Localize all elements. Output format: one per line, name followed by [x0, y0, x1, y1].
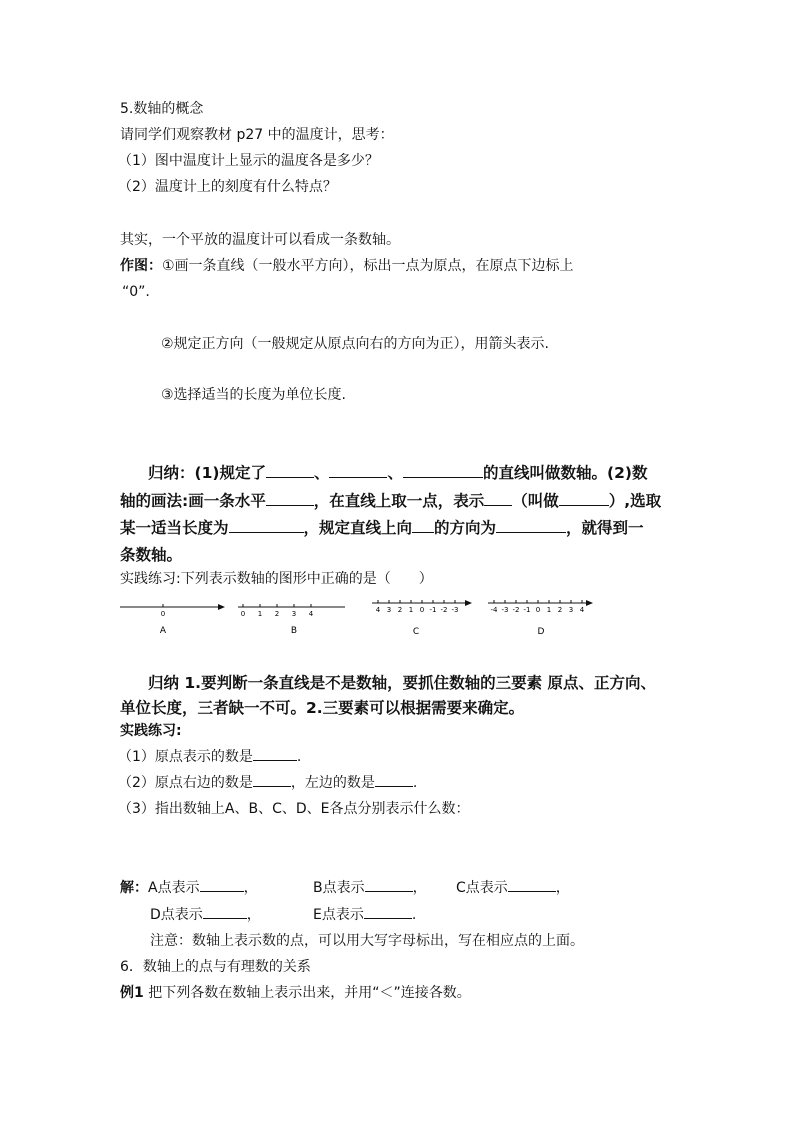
draw-label: 作图： — [120, 258, 162, 274]
question-text: . — [296, 749, 302, 765]
answer-blank[interactable] — [253, 746, 297, 761]
tick-label: 2 — [397, 606, 403, 614]
question-1: （1）图中温度计上显示的温度各是多少？ — [118, 153, 379, 169]
tick-label: 1 — [257, 610, 263, 618]
practice-2-q2 — [118, 772, 417, 794]
question-2: （2）温度计上的刻度有什么特点？ — [118, 179, 337, 195]
answer-text: E点表示 — [313, 907, 364, 923]
option-b — [238, 604, 345, 636]
question-text: （1）原点表示的数是 — [118, 749, 253, 765]
question-text: . — [412, 775, 418, 791]
tick-label: 0 — [419, 606, 425, 614]
answer-text: ， — [555, 880, 570, 896]
tick-label: -4 — [490, 606, 498, 614]
summary-2-line-1: 归纳 1.要判断一条直线是不是数轴，要抓住数轴的三要素 原点、正方向、 — [148, 674, 656, 692]
summary-text: ，就得到一 — [566, 519, 644, 537]
answer-row-2 — [150, 904, 261, 926]
summary-text: 的方向为 — [434, 519, 497, 537]
tick-label: 0 — [160, 610, 166, 618]
answer-blank[interactable] — [364, 904, 412, 919]
section-5-title: 5.数轴的概念 — [120, 101, 204, 117]
tick-label: -1 — [523, 606, 531, 614]
option-label: D — [537, 627, 545, 637]
tick-label: 4 — [579, 606, 585, 614]
tick-label: -1 — [429, 606, 437, 614]
option-d — [488, 600, 593, 637]
summary-text: ，在直线上取一点，表示 — [313, 492, 485, 510]
tick-label: 0 — [240, 610, 246, 618]
option-label: B — [290, 626, 298, 636]
answer-row-1 — [120, 877, 258, 899]
section-6-title: 6．数轴上的点与有理数的关系 — [120, 959, 311, 975]
answer-text: B点表示 — [313, 880, 365, 896]
answer-blank[interactable] — [403, 463, 483, 478]
tick-label: 2 — [274, 610, 280, 618]
tick-label: -3 — [501, 606, 509, 614]
summary-1-line-4: 条数轴。 — [120, 546, 183, 564]
tick-label: 3 — [386, 606, 392, 614]
tick-label: -2 — [512, 606, 520, 614]
practice-2-q3: （3）指出数轴上A、B、C、D、E各点分别表示什么数： — [118, 801, 470, 817]
summary-text: ）,选取 — [608, 492, 662, 510]
tick-label: 4 — [375, 606, 381, 614]
summary-text: 轴的画法:画一条水平 — [120, 492, 266, 510]
intro-text: 其实，一个平放的温度计可以看成一条数轴。 — [120, 232, 400, 248]
summary-1-line-2 — [120, 488, 661, 514]
answer-blank[interactable] — [329, 463, 387, 478]
tick-label: 1 — [546, 606, 552, 614]
option-c — [372, 600, 472, 637]
tick-label: 3 — [291, 610, 297, 618]
tick-label: -2 — [440, 606, 448, 614]
draw-step-1 — [120, 255, 574, 277]
draw-step-2: ②规定正方向（一般规定从原点向右的方向为正），用箭头表示. — [161, 336, 549, 352]
summary-text: 、 — [313, 464, 330, 482]
summary-1-line-1 — [148, 460, 647, 486]
summary-2-line-2: 单位长度，三者缺一不可。2.三要素可以根据需要来确定。 — [120, 699, 525, 717]
answer-blank[interactable] — [375, 772, 413, 787]
answer-text: ， — [412, 880, 427, 896]
summary-text: ，规定直线上向 — [303, 519, 413, 537]
answer-blank[interactable] — [266, 463, 314, 478]
note-text: 注意：数轴上表示数的点，可以用大写字母标出，写在相应点的上面。 — [150, 933, 584, 949]
answer-blank[interactable] — [559, 491, 609, 506]
answer-blank[interactable] — [203, 904, 247, 919]
draw-step-1-text: ①画一条直线（一般水平方向），标出一点为原点，在原点下边标上 — [162, 258, 574, 274]
example-1 — [120, 982, 471, 1004]
answer-text: A点表示 — [148, 880, 200, 896]
summary-text: 的直线叫做数轴。(2)数 — [483, 464, 648, 482]
answer-row-1b — [313, 877, 427, 899]
practice-2-q1 — [118, 746, 301, 768]
summary-text: 归纳：(1)规定了 — [148, 464, 266, 482]
observe-text: 请同学们观察教材 p27 中的温度计，思考： — [120, 127, 394, 143]
answer-label: 解： — [120, 880, 148, 896]
practice-2-title: 实践练习: — [120, 723, 182, 739]
practice-1-question: 实践练习:下列表示数轴的图形中正确的是（ ） — [120, 571, 433, 587]
answer-text: ， — [243, 880, 258, 896]
answer-blank[interactable] — [508, 877, 556, 892]
option-label: C — [412, 627, 420, 637]
example-label: 例1 — [120, 985, 144, 1001]
draw-step-1-cont: “0”. — [122, 284, 150, 300]
tick-label: 2 — [557, 606, 563, 614]
option-label: A — [159, 626, 167, 636]
answer-blank[interactable] — [365, 877, 413, 892]
answer-blank[interactable] — [496, 518, 566, 533]
draw-step-3: ③选择适当的长度为单位长度. — [161, 387, 347, 403]
option-a — [120, 604, 225, 636]
answer-row-2b — [313, 904, 416, 926]
summary-text: 某一适当长度为 — [120, 519, 229, 537]
question-text: （2）原点右边的数是 — [118, 775, 253, 791]
question-text: ，左边的数是 — [290, 775, 375, 791]
tick-label: -3 — [451, 606, 459, 614]
answer-blank[interactable] — [266, 491, 314, 506]
answer-row-1c — [456, 877, 570, 899]
answer-text: . — [411, 907, 417, 923]
answer-blank[interactable] — [484, 491, 512, 506]
answer-blank[interactable] — [412, 518, 434, 533]
answer-blank[interactable] — [253, 772, 291, 787]
answer-text: ， — [246, 907, 261, 923]
tick-label: 0 — [535, 606, 541, 614]
example-text: 把下列各数在数轴上表示出来，并用“＜”连接各数。 — [143, 985, 471, 1001]
answer-text: C点表示 — [456, 880, 508, 896]
tick-label: 3 — [568, 606, 574, 614]
answer-text: D点表示 — [150, 907, 203, 923]
answer-blank[interactable] — [200, 877, 244, 892]
tick-label: 1 — [408, 606, 414, 614]
summary-text: （叫做 — [512, 492, 559, 510]
answer-blank[interactable] — [229, 518, 304, 533]
summary-1-line-3 — [120, 515, 644, 541]
number-line-options — [0, 596, 794, 656]
summary-text: 、 — [387, 464, 403, 482]
tick-label: 4 — [308, 610, 314, 618]
